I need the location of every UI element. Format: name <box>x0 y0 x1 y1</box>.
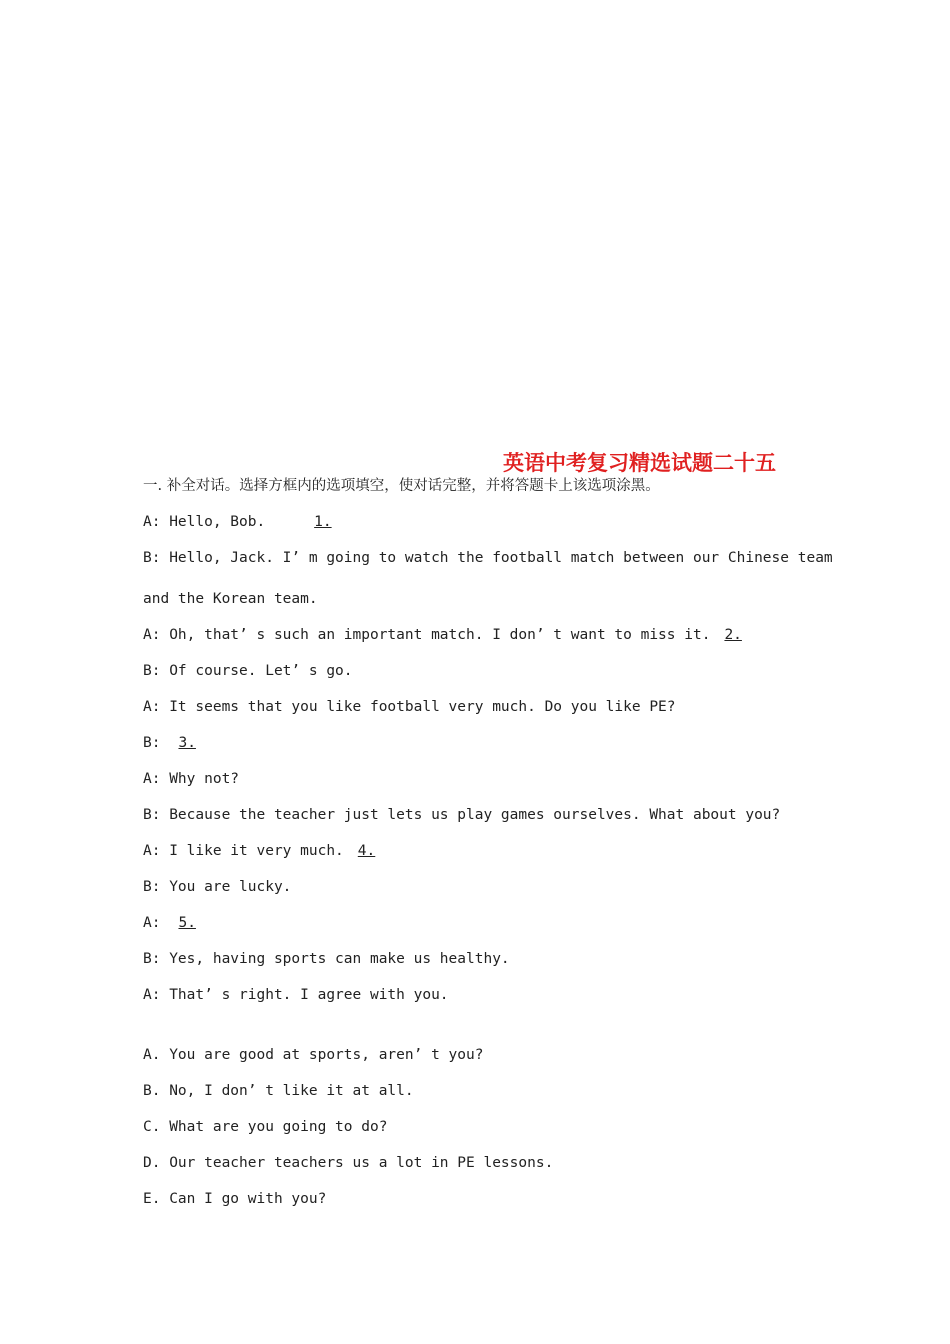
answer-blank-2: 2. <box>724 627 742 643</box>
option-a: A. You are good at sports, aren’ t you? <box>143 1047 484 1063</box>
option-c: C. What are you going to do? <box>143 1119 388 1135</box>
answer-blank-3: 3. <box>178 735 196 751</box>
document-title: 英语中考复习精选试题二十五 <box>503 450 776 475</box>
dialogue-line-9 <box>143 805 780 825</box>
dialogue-line-12 <box>143 913 196 933</box>
dialogue-line-13 <box>143 949 510 969</box>
dialogue-line-8 <box>143 769 239 789</box>
section-instruction: 一. 补全对话。选择方框内的选项填空，使对话完整，并将答题卡上该选项涂黑。 <box>143 478 660 494</box>
dialogue-line-2 <box>143 548 833 568</box>
dialogue-text: A: I like it very much. <box>143 843 344 859</box>
dialogue-text: and the Korean team. <box>143 591 318 607</box>
dialogue-text: A: It seems that you like football very much. Do you like PE? <box>143 699 676 715</box>
answer-blank-5: 5. <box>178 915 196 931</box>
dialogue-text: B: You are lucky. <box>143 879 292 895</box>
dialogue-text: A: That’ s right. I agree with you. <box>143 987 449 1003</box>
dialogue-text: B: Of course. Let’ s go. <box>143 663 353 679</box>
dialogue-line-5 <box>143 661 353 681</box>
dialogue-line-4 <box>143 625 742 645</box>
dialogue-text: A: <box>143 915 161 931</box>
option-b: B. No, I don’ t like it at all. <box>143 1083 414 1099</box>
dialogue-line-1 <box>143 512 332 532</box>
dialogue-text: B: Yes, having sports can make us healthy. <box>143 951 510 967</box>
dialogue-text: B: <box>143 735 161 751</box>
dialogue-line-3 <box>143 589 318 609</box>
dialogue-line-6 <box>143 697 676 717</box>
dialogue-text: B: Hello, Jack. I’ m going to watch the football match between our Chinese team <box>143 550 833 566</box>
option-e: E. Can I go with you? <box>143 1191 327 1207</box>
dialogue-text: A: Oh, that’ s such an important match. I don’ t want to miss it. <box>143 627 711 643</box>
option-d: D. Our teacher teachers us a lot in PE lessons. <box>143 1155 554 1171</box>
dialogue-text: B: Because the teacher just lets us play games ourselves. What about you? <box>143 807 781 823</box>
dialogue-line-10 <box>143 841 375 861</box>
dialogue-line-14 <box>143 985 449 1005</box>
dialogue-line-7 <box>143 733 196 753</box>
answer-blank-4: 4. <box>357 843 376 859</box>
answer-blank-1: 1. <box>314 514 332 530</box>
dialogue-text: A: Why not? <box>143 771 240 787</box>
dialogue-text: A: Hello, Bob. <box>143 514 301 530</box>
dialogue-line-11 <box>143 877 291 897</box>
